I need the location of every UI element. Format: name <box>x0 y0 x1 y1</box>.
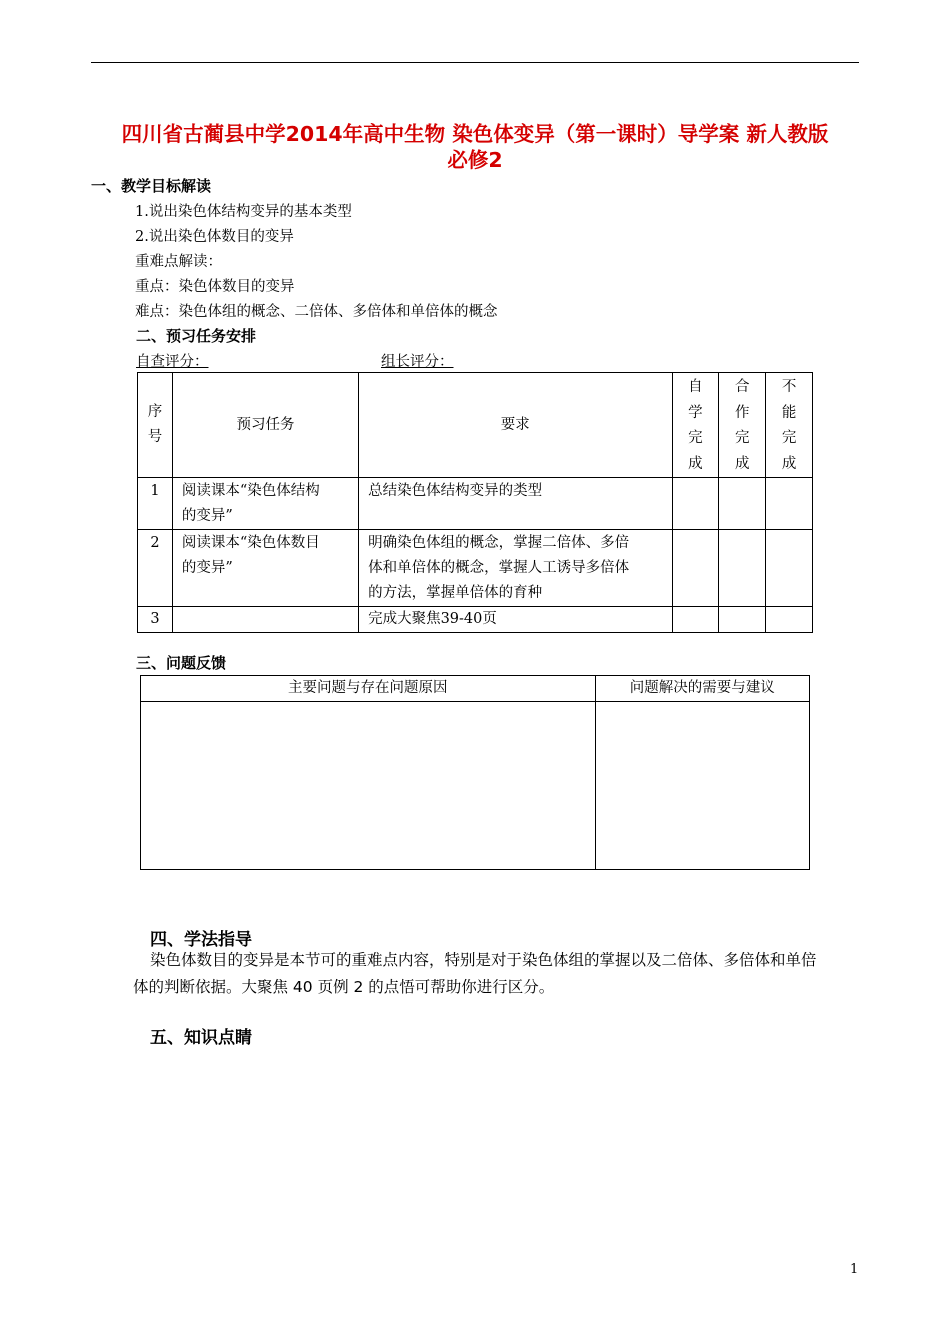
header-char: 学 <box>688 404 703 421</box>
row-self-cell <box>672 530 719 607</box>
key-point: 重点：染色体数目的变异 <box>135 279 295 295</box>
header-char: 作 <box>734 404 750 421</box>
feedback-body-row <box>141 702 810 870</box>
header-char: 自 <box>688 379 703 395</box>
row-requirement: 完成大聚焦39-40页 <box>359 607 672 633</box>
feedback-suggestions-cell <box>595 702 809 870</box>
feedback-col-suggestions: 问题解决的需要与建议 <box>595 676 809 702</box>
study-guide-line1: 染色体数目的变异是本节可的重难点内容，特别是对于染色体组的掌握以及二倍体、多倍体和单倍 <box>150 951 817 969</box>
feedback-problems-cell <box>141 702 596 870</box>
row-requirement <box>359 530 672 607</box>
row-req-line: 的方法，掌握单倍体的育种 <box>368 585 543 601</box>
row-self-cell <box>672 607 719 633</box>
row-cannot-cell <box>766 530 813 607</box>
preview-task-table <box>137 372 813 633</box>
row-req-line: 总结染色体结构变异的类型 <box>368 483 543 499</box>
section2-heading: 二、预习任务安排 <box>136 327 257 345</box>
header-char: 完 <box>688 430 703 446</box>
header-no-char: 号 <box>147 429 163 445</box>
row-cannot-cell <box>766 478 813 530</box>
row-requirement <box>359 478 672 530</box>
feedback-table <box>140 675 810 870</box>
key-points-label: 重难点解读： <box>135 254 222 270</box>
header-char: 能 <box>781 404 797 421</box>
feedback-header-row <box>141 676 810 702</box>
objective-2: 2.说出染色体数目的变异 <box>135 229 294 245</box>
row-task-line: 的变异” <box>181 560 233 576</box>
row-no: 1 <box>138 478 173 530</box>
row-req-line: 体和单倍体的概念，掌握人工诱导多倍体 <box>368 560 630 576</box>
header-char: 不 <box>781 379 797 395</box>
row-coop-cell <box>719 607 766 633</box>
objective-1: 1.说出染色体结构变异的基本类型 <box>135 204 352 220</box>
row-cannot-cell <box>766 607 813 633</box>
table-row <box>138 607 813 633</box>
section1-heading: 一、教学目标解读 <box>91 177 212 195</box>
leader-eval-label: 组长评分： <box>381 354 454 370</box>
document-title-line2: 必修2 <box>447 148 503 172</box>
self-eval-label: 自查评分： <box>136 354 209 370</box>
row-req-line: 明确染色体组的概念，掌握二倍体、多倍 <box>368 535 630 551</box>
row-task-line: 阅读课本“染色体数目 <box>181 535 320 551</box>
header-requirement: 要求 <box>359 373 672 478</box>
row-no: 3 <box>138 607 173 633</box>
study-guide-line2: 体的判断依据。大聚焦 40 页例 2 的点悟可帮助你进行区分。 <box>133 978 555 996</box>
header-char: 完 <box>781 430 797 446</box>
header-task: 预习任务 <box>172 373 358 478</box>
table-row <box>138 478 813 530</box>
feedback-col-problems: 主要问题与存在问题原因 <box>141 676 596 702</box>
section3-heading: 三、问题反馈 <box>136 654 227 672</box>
section5-heading: 五、知识点睛 <box>150 1028 252 1048</box>
header-char: 成 <box>688 455 703 472</box>
row-coop-cell <box>719 530 766 607</box>
header-no-char: 序 <box>147 404 163 420</box>
table-header-row <box>138 373 813 478</box>
section4-heading: 四、学法指导 <box>150 930 252 950</box>
row-task-line: 的变异” <box>181 508 233 524</box>
difficult-point: 难点：染色体组的概念、二倍体、多倍体和单倍体的概念 <box>135 304 498 320</box>
row-no: 2 <box>138 530 173 607</box>
row-coop-cell <box>719 478 766 530</box>
header-no <box>138 373 173 478</box>
document-title-line1: 四川省古蔺县中学2014年高中生物 染色体变异（第一课时）导学案 新人教版 <box>121 122 829 146</box>
table-row <box>138 530 813 607</box>
header-self-complete <box>672 373 719 478</box>
header-cannot-complete <box>766 373 813 478</box>
header-char: 成 <box>781 455 797 472</box>
row-task <box>172 478 358 530</box>
header-char: 成 <box>734 455 750 472</box>
row-task <box>172 530 358 607</box>
header-char: 完 <box>734 430 750 446</box>
row-self-cell <box>672 478 719 530</box>
row-task <box>172 607 358 633</box>
header-rule <box>91 62 859 63</box>
page-number: 1 <box>850 1262 859 1277</box>
header-coop-complete <box>719 373 766 478</box>
header-char: 合 <box>734 379 750 395</box>
row-task-line: 阅读课本“染色体结构 <box>181 483 320 499</box>
